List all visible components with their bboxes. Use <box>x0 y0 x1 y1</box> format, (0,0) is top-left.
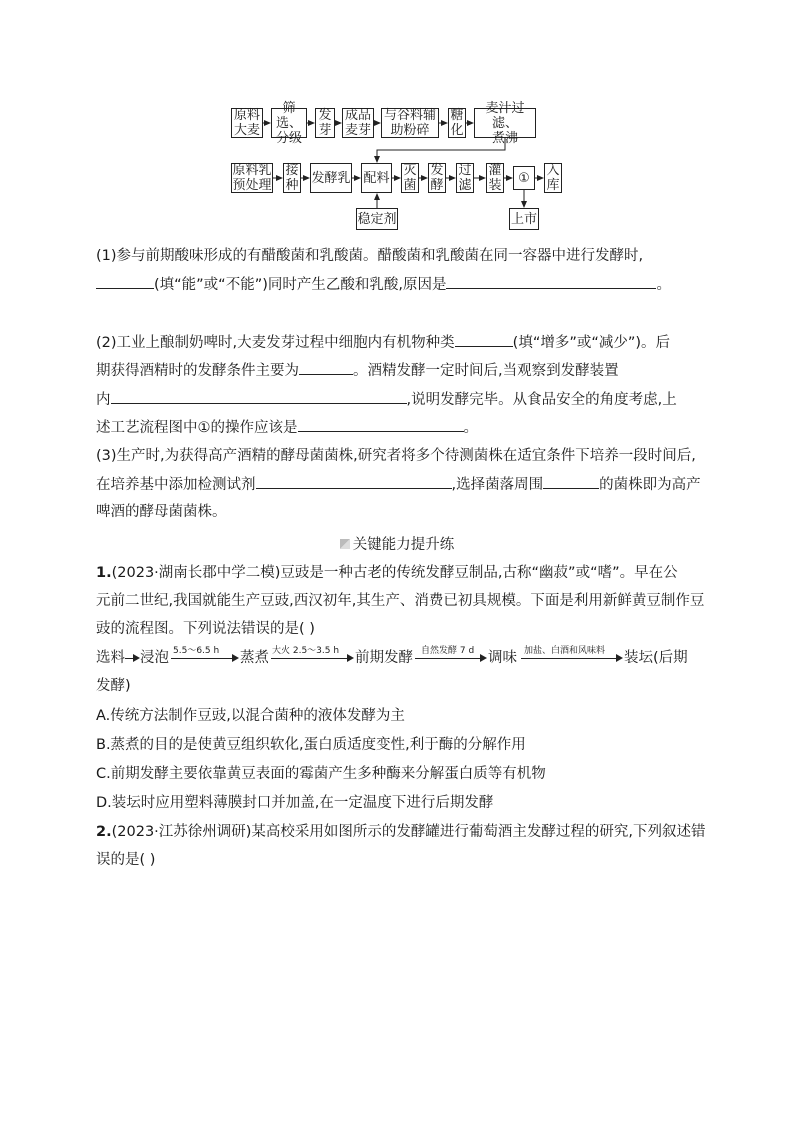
problem-number: 2. <box>96 824 112 840</box>
flow-box-filter-boil: 麦汁过滤、 煮沸 <box>474 108 536 138</box>
process-arrow <box>271 658 348 659</box>
answer-blank[interactable] <box>111 389 407 404</box>
process-arrow <box>521 658 617 659</box>
option-a[interactable]: A.传统方法制作豆豉,以混合菌种的液体发酵为主 <box>96 708 405 724</box>
section-icon <box>340 539 350 549</box>
q1-end: 。 <box>656 277 671 293</box>
p2-text: (2023·江苏徐州调研)某高校采用如图所示的发酵罐进行葡萄酒主发酵过程的研究,下列叙述错 <box>111 824 706 840</box>
q2-line4 <box>96 417 478 438</box>
process-step-prefermentation: 前期发酵 <box>355 650 413 666</box>
process-arrow-label: 5.5～6.5 h <box>173 646 220 656</box>
answer-blank[interactable] <box>256 474 452 489</box>
flow-box-warehouse: 入 库 <box>544 163 562 193</box>
flow-box-step-1: ① <box>513 166 535 190</box>
process-arrowhead <box>347 654 354 662</box>
q2-line2 <box>96 360 619 381</box>
flow-box-raw-barley: 原料 大麦 <box>231 108 263 138</box>
problem-number: 1. <box>96 565 112 581</box>
q2-text: 述工艺流程图中①的操作应该是 <box>96 420 298 436</box>
flow-box-inoculate: 接 种 <box>283 163 301 193</box>
q3-line1: (3)生产时,为获得高产酒精的酵母菌菌株,研究者将多个待测菌株在适宜条件下培养一段时间后, <box>96 448 696 464</box>
q3-text: 在培养基中添加检测试剂 <box>96 477 256 493</box>
option-d[interactable]: D.装坛时应用塑料薄膜封口并加盖,在一定温度下进行后期发酵 <box>96 795 494 811</box>
q2-line3 <box>96 389 677 410</box>
flow-box-filtrate: 过 滤 <box>456 163 474 193</box>
option-b[interactable]: B.蒸煮的目的是使黄豆组织软化,蛋白质适度变性,利于酶的分解作用 <box>96 737 526 753</box>
flow-box-fill: 灌 装 <box>486 163 504 193</box>
q3-text: ,选择菌落周围 <box>451 477 544 493</box>
flow-box-germinate: 发 芽 <box>315 108 335 138</box>
section-title-text: 关键能力提升练 <box>352 537 455 553</box>
q2-text: (2)工业上酿制奶啤时,大麦发芽过程中细胞内有机物种类 <box>96 335 455 351</box>
p1-text: (2023·湖南长郡中学二模)豆豉是一种古老的传统发酵豆制品,古称“幽菽”或“嗜”。早在公 <box>111 565 678 581</box>
p1-line3: 豉的流程图。下列说法错误的是( ) <box>96 621 315 637</box>
q2-text: 。酒精发酵一定时间后,当观察到发酵装置 <box>353 363 619 379</box>
p1-line1 <box>96 563 678 583</box>
process-arrow-label: 大火 2.5～3.5 h <box>272 646 340 656</box>
flow-box-ferment: 发 酵 <box>428 163 446 193</box>
answer-blank[interactable] <box>96 274 154 289</box>
process-step-jar: 装坛(后期 <box>624 650 688 666</box>
answer-blank[interactable] <box>299 360 353 375</box>
q2-end: 。 <box>463 420 478 436</box>
flow-box-malt: 成品 麦芽 <box>342 108 374 138</box>
section-title <box>0 533 794 554</box>
flow-box-stabilizer: 稳定剂 <box>356 208 398 230</box>
q2-text: (填“增多”或“减少”)。后 <box>512 335 671 351</box>
p1-line2: 元前二世纪,我国就能生产豆豉,西汉初年,其生产、消费已初具规模。下面是利用新鲜黄豆制作豆 <box>96 593 705 609</box>
flow-box-sort: 筛选、 分级 <box>271 108 307 138</box>
option-c[interactable]: C.前期发酵主要依靠黄豆表面的霉菌产生多种酶来分解蛋白质等有机物 <box>96 766 546 782</box>
q3-line2 <box>96 474 701 495</box>
process-step-select: 选料 <box>96 650 125 666</box>
flow-box-saccharify: 糖 化 <box>448 108 466 138</box>
answer-blank[interactable] <box>446 274 656 289</box>
process-arrowhead <box>232 654 239 662</box>
q2-line1 <box>96 332 670 353</box>
flow-box-grind: 与谷料辅 助粉碎 <box>381 108 439 138</box>
process-arrow-label: 自然发酵 7 d <box>421 646 475 656</box>
answer-blank[interactable] <box>543 474 599 489</box>
flow-box-blend: 配料 <box>361 163 392 193</box>
process-arrow <box>415 658 481 659</box>
q3-line3: 啤酒的酵母菌菌株。 <box>96 504 227 520</box>
process-step-jar-cont: 发酵) <box>96 678 131 694</box>
answer-blank[interactable] <box>455 332 513 347</box>
flow-box-milk-pretreat: 原料乳 预处理 <box>232 163 272 193</box>
q1-line1: (1)参与前期酸味形成的有醋酸菌和乳酸菌。醋酸菌和乳酸菌在同一容器中进行发酵时, <box>96 248 644 264</box>
flow-box-fermented-milk: 发酵乳 <box>310 163 352 193</box>
process-step-season: 调味 <box>488 650 517 666</box>
process-arrowhead <box>616 654 623 662</box>
q2-text: 期获得酒精时的发酵条件主要为 <box>96 363 299 379</box>
process-arrow <box>171 658 233 659</box>
flow-box-market: 上市 <box>509 208 539 230</box>
process-arrowhead <box>133 654 140 662</box>
answer-blank[interactable] <box>298 417 464 432</box>
process-step-soak: 浸泡 <box>140 650 169 666</box>
q3-text: 的菌株即为高产 <box>599 477 701 493</box>
p2-line1 <box>96 822 706 842</box>
q1-text: (填“能”或“不能”)同时产生乙酸和乳酸,原因是 <box>154 277 447 293</box>
p2-line2: 误的是( ) <box>96 852 156 868</box>
q1-line2 <box>96 274 671 295</box>
flow-box-sterilize: 灭 菌 <box>401 163 419 193</box>
flow-arrows <box>0 0 794 260</box>
q2-text: 内 <box>96 392 111 408</box>
q2-text: ,说明发酵完毕。从食品安全的角度考虑,上 <box>406 392 677 408</box>
process-arrowhead <box>480 654 487 662</box>
process-step-steam: 蒸煮 <box>240 650 269 666</box>
process-arrow-label: 加盐、白酒和风味料 <box>524 646 606 656</box>
